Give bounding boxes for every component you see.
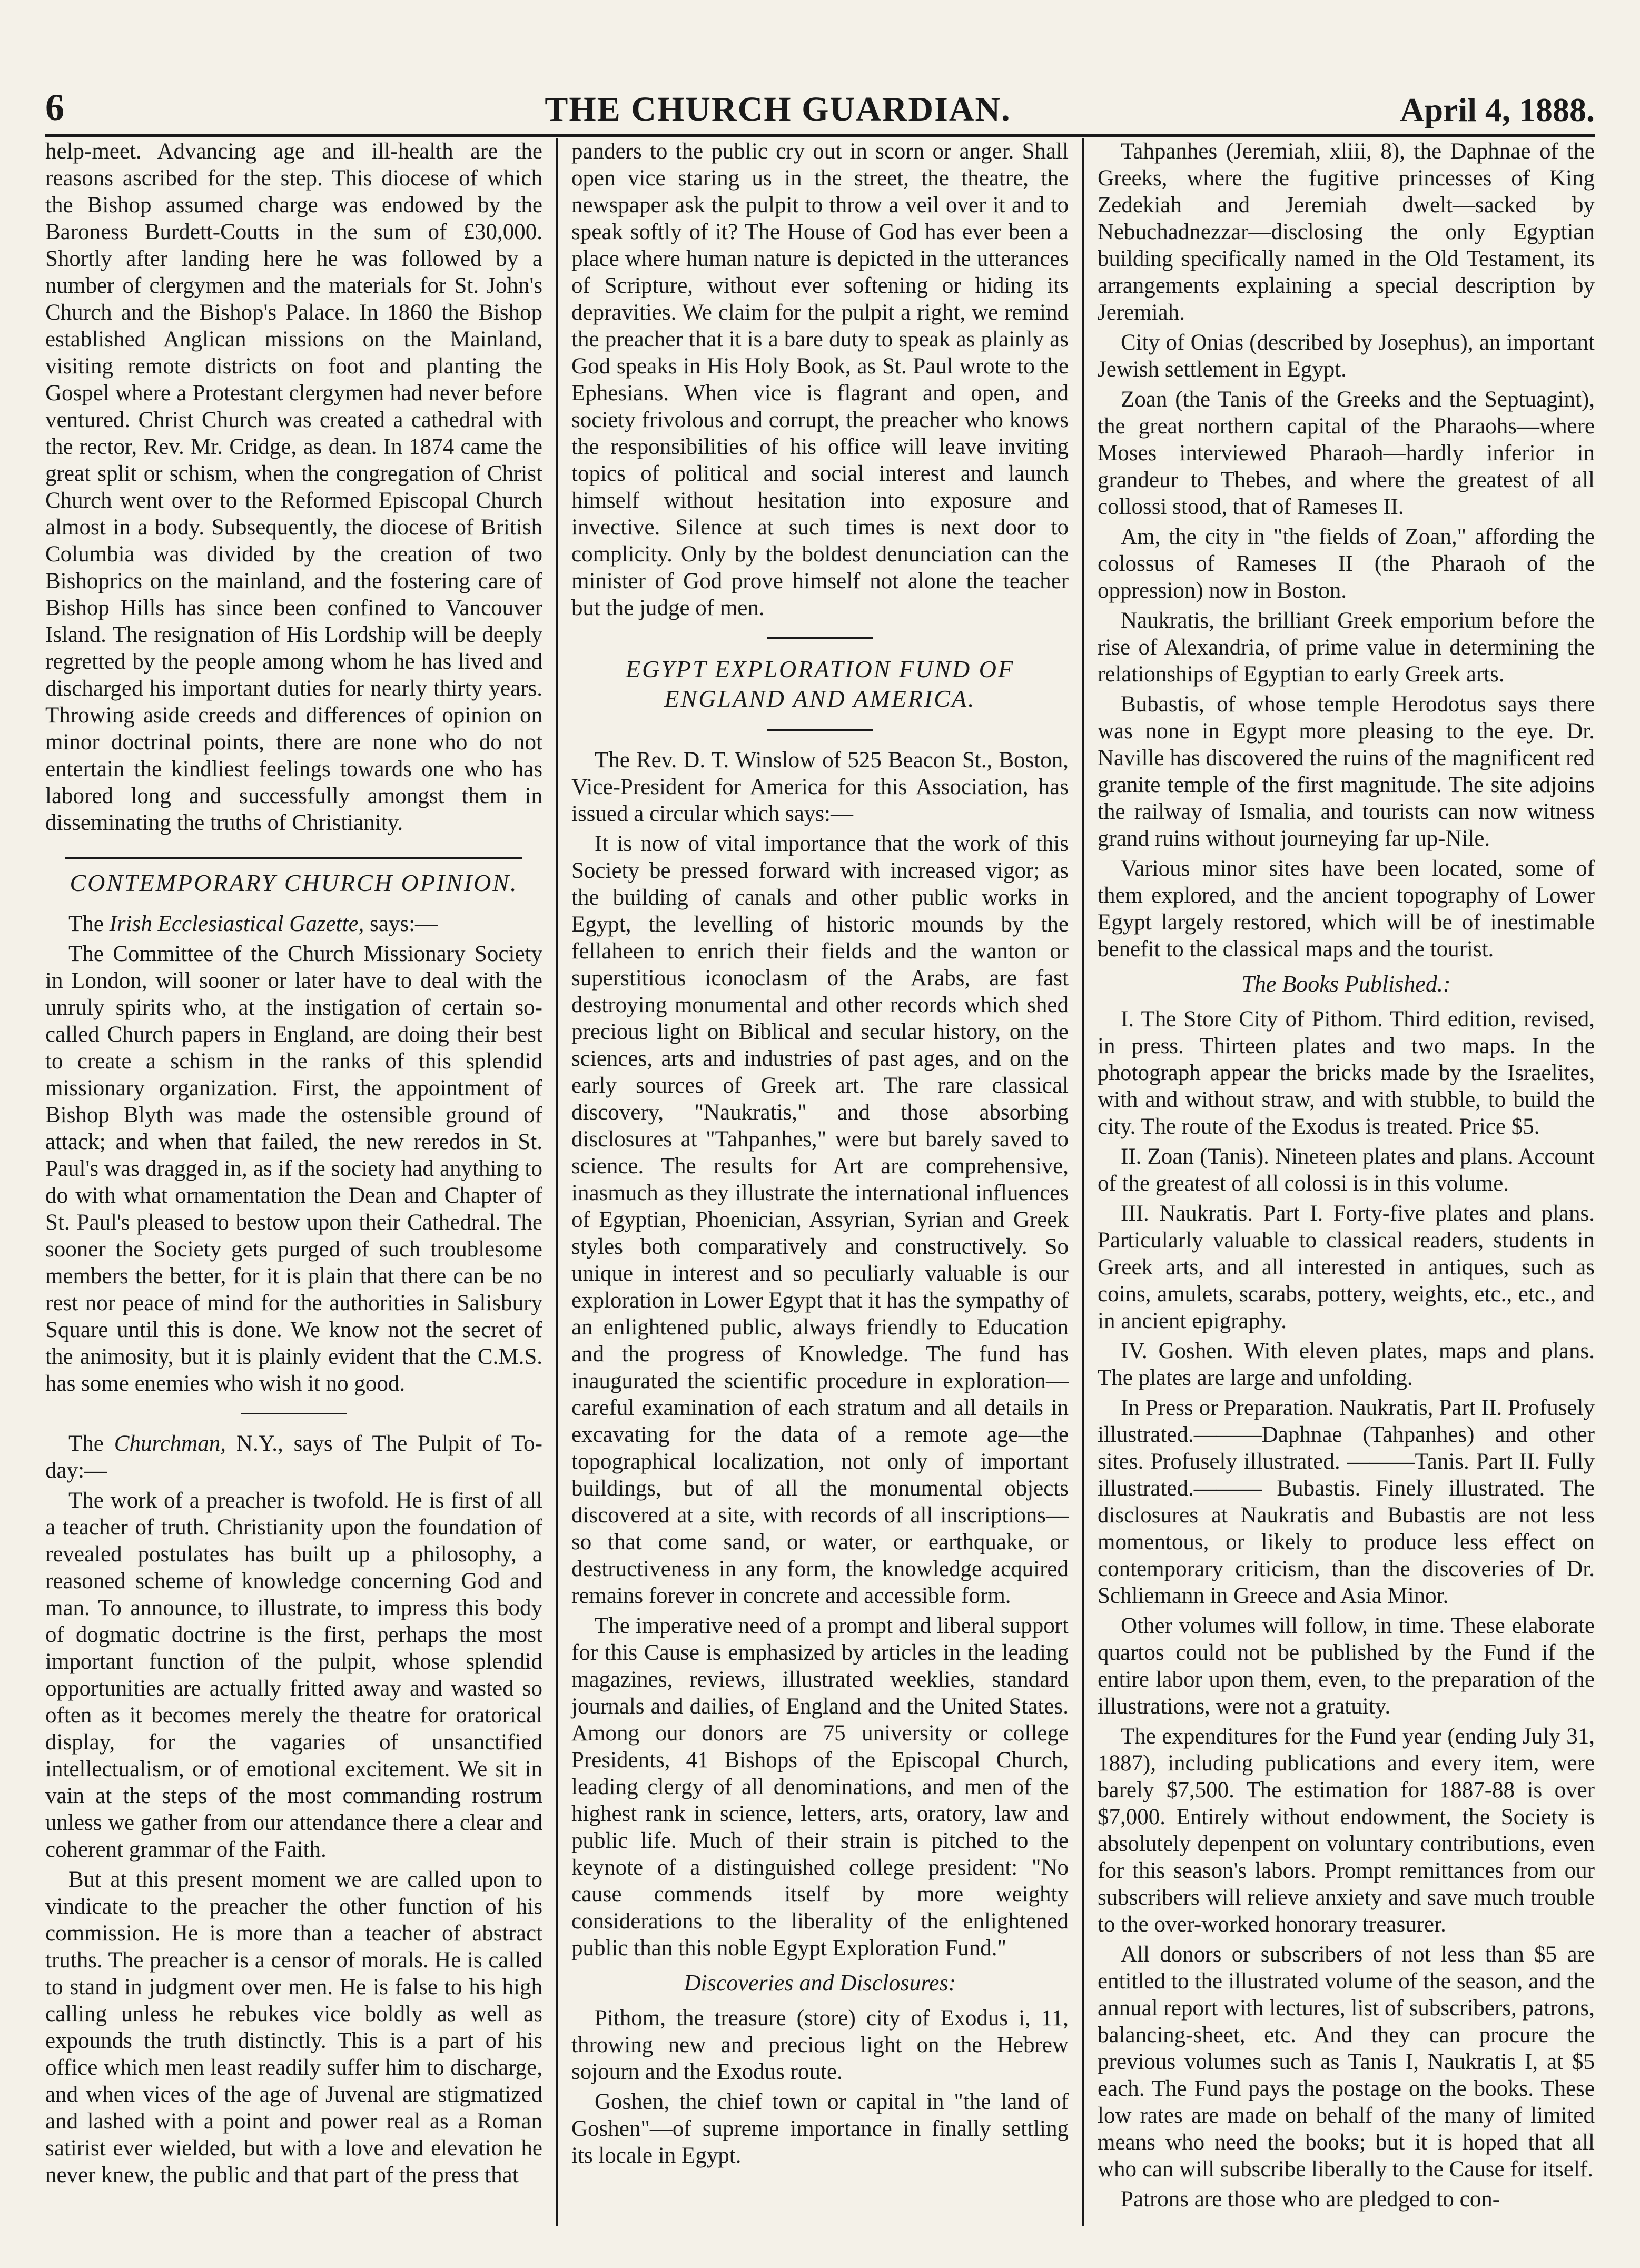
paragraph: But at this present moment we are called upon to vindicate to the preacher the other function of his commission. He is more than a teacher of abstract truths. The preacher is a censor of morals. He is called to stand in judgment over men. He is false to his high calling unless he rebukes vice boldly as well as expounds the truth distinctly. This is a part of his office which men least readily suffer him to discharge, and when vices of the age of Juvenal are stigmatized and lashed with a point and power real as a Roman satirist ever wielded, but with a love and elevation he never knew, the public and that part of the press that bbox=[45, 1867, 542, 2187]
paragraph: Patrons are those who are pledged to con- bbox=[1121, 2187, 1500, 2212]
issue-date: April 4, 1888. bbox=[1400, 91, 1595, 128]
paragraph: The Committee of the Church Missionary Society in London, will sooner or later have to deal with the unruly spirits who, at the instigation of certain so-called Church papers in England, are doing their best to create a schism in the ranks of this splendid missionary organization. First, the appointment of Bishop Blyth was made the ostensible ground of attack; and when that failed, the new reredos in St. Paul's was dragged in, as if the society had anything to do with what ornamentation the Dean and Chapter of St. Paul's pleased to bestow upon their Cathedral. The sooner the Society gets purged of such troublesome members the better, for it is plain that there can be no rest nor peace of mind for the authorities in Salisbury Square until this is done. We know not the secret of the animosity, but it is plainly evident that the C.M.S. has some enemies who wish it no good. bbox=[45, 942, 542, 1396]
divider bbox=[241, 1413, 347, 1414]
source-intro: The Irish Ecclesiastical Gazette, says:— bbox=[68, 912, 438, 936]
paragraph: Pithom, the treasure (store) city of Exodus i, 11, throwing new and precious light on the Hebrew sojourn and the Exodus route. bbox=[571, 2006, 1069, 2084]
paragraph: The imperative need of a prompt and liberal support for this Cause is emphasized by articles in the leading magazines, reviews, illustrated weeklies, standard journals and dailies, of England and the United States. Among our donors are 75 university or college Presidents, 41 Bishops of the Episcopal Church, leading clergy of all denominations, and men of the highest rank in science, letters, arts, oratory, law and public life. Much of their strain is pitched to the keynote of a distinguished college president: "No cause commends itself by more weighty considerations to the liberality of the enlightened public than this noble Egypt Exploration Fund." bbox=[571, 1613, 1069, 1960]
section-divider bbox=[65, 857, 522, 859]
article-columns bbox=[45, 138, 1595, 2226]
paragraph: panders to the public cry out in scorn or anger. Shall open vice staring us in the street, the theatre, the newspaper ask the pulpit to throw a veil over it and to speak softly of it? The House of God has ever been a place where human nature is depicted in the utterances of Scripture, without ever softening or hiding its depravities. We claim for the pulpit a right, we remind the preacher that it is a bare duty to speak as plainly as God speaks in His Holy Book, as St. Paul wrote to the Ephesians. When vice is flagrant and open, and society frivolous and corrupt, the preacher who knows the responsibilities of his office will leave inviting topics of political and social interest and launch himself without hesitation into exposure and invective. Silence at such times is next door to complicity. Only by the boldest denunciation can the minister of God prove himself not alone the teacher but the judge of men. bbox=[571, 139, 1069, 620]
paragraph: IV. Goshen. With eleven plates, maps and plans. The plates are large and unfolding. bbox=[1098, 1339, 1595, 1390]
subheading: The Books Published.: bbox=[1241, 971, 1451, 997]
paragraph: In Press or Preparation. Naukratis, Part II. Profusely illustrated.———Daphnae (Tahpanhes) and other sites. Profusely illustrated. ———Tanis. Part II. Fully illustrated.——— Bubastis. Finely illustrated. The disclosures at Naukratis and Bubastis are not less momentous, or likely to produce less effect on contemporary criticism, than the discoveries of Dr. Schliemann in Greece and Asia Minor. bbox=[1098, 1395, 1595, 1608]
paragraph: II. Zoan (Tanis). Nineteen plates and plans. Account of the greatest of all colossi is in this volume. bbox=[1098, 1144, 1595, 1196]
section-heading: EGYPT EXPLORATION FUND OF ENGLAND AND AMERICA. bbox=[625, 656, 1015, 712]
paragraph: Various minor sites have been located, some of them explored, and the ancient topography of Lower Egypt largely restored, which will be of inestimable benefit to the classical maps and the tourist. bbox=[1098, 856, 1595, 962]
page-number: 6 bbox=[45, 86, 64, 128]
source-intro: The Churchman, N.Y., says of The Pulpit of To-day:— bbox=[45, 1431, 542, 1483]
paragraph: Am, the city in "the fields of Zoan," affording the colossus of Rameses II (the Pharaoh of the oppression) now in Boston. bbox=[1098, 524, 1595, 603]
paragraph: City of Onias (described by Josephus), an important Jewish settlement in Egypt. bbox=[1098, 330, 1595, 382]
paper-title: THE CHURCH GUARDIAN. bbox=[545, 90, 1011, 128]
paragraph: help-meet. Advancing age and ill-health are the reasons ascribed for the step. This diocese of which the Bishop assumed charge was endowed by the Baroness Burdett-Coutts in the sum of £30,000. Shortly after landing here he was followed by a number of clergymen and the materials for St. John's Church and the Bishop's Palace. In 1860 the Bishop established Anglican missions on the Mainland, visiting remote districts on foot and planting the Gospel where a Protestant clergymen had never before ventured. Christ Church was created a cathedral with the rector, Rev. Mr. Cridge, as dean. In 1874 came the great split or schism, when the congregation of Christ Church went over to the Reformed Episcopal Church almost in a body. Subsequently, the diocese of British Columbia was divided by the creation of two Bishoprics on the mainland, and the fostering care of Bishop Hills has since been confined to Vancouver Island. The resignation of His Lordship will be deeply regretted by the people among whom he has lived and discharged his important duties for nearly thirty years. Throwing aside creeds and differences of opinion on minor doctrinal points, there are none who do not entertain the kindliest feelings towards one who has labored long and successfully amongst them in disseminating the truths of Christianity. bbox=[45, 139, 542, 835]
column-1 bbox=[45, 138, 556, 2226]
subheading: Discoveries and Disclosures: bbox=[684, 1970, 956, 1996]
divider bbox=[767, 729, 873, 731]
masthead bbox=[45, 79, 1595, 137]
paragraph: All donors or subscribers of not less than $5 are entitled to the illustrated volume of the season, and the annual report with lectures, list of subscribers, patrons, balancing-sheet, etc. And they can procure the previous volumes such as Tanis I, Naukratis I, at $5 each. The Fund pays the postage on the books. These low rates are made on behalf of the many of limited means who need the books; but it is hoped that all who can will subscribe liberally to the Cause for itself. bbox=[1098, 1942, 1595, 2182]
column-3 bbox=[1082, 138, 1595, 2226]
paragraph: Bubastis, of whose temple Herodotus says there was none in Egypt more pleasing to the eye. Dr. Naville has discovered the ruins of the magnificent red granite temple of the first magnitude. The site adjoins the railway of Ismalia, and tourists can now witness grand ruins without journeying far up-Nile. bbox=[1098, 692, 1595, 851]
paragraph: Tahpanhes (Jeremiah, xliii, 8), the Daphnae of the Greeks, where the fugitive princesses of King Zedekiah and Jeremiah dwelt—sacked by Nebuchadnezzar—disclosing the only Egyptian building specifically named in the Old Testament, its arrangements explaining a special description by Jeremiah. bbox=[1098, 139, 1595, 325]
paragraph: Other volumes will follow, in time. These elaborate quartos could not be published by the Fund if the entire labor upon them, even, to the preparation of the illustrations, were not a gratuity. bbox=[1098, 1613, 1595, 1719]
paragraph: The Rev. D. T. Winslow of 525 Beacon St., Boston, Vice-President for America for this Association, has issued a circular which says:— bbox=[571, 748, 1069, 826]
paragraph: It is now of vital importance that the work of this Society be pressed forward with increased vigor; as the building of canals and other public works in Egypt, the levelling of historic mounds by the fellaheen to enrich their fields and the wanton or superstitious iconoclasm of the Arabs, are fast destroying monumental and other records which shed precious light on Biblical and secular history, on the sciences, arts and industries of past ages, and on the early sources of Greek art. The rare classical discovery, "Naukratis," and those absorbing disclosures at "Tahpanhes," were but barely saved to science. The results for Art are comprehensive, inasmuch as they illustrate the international influences of Egyptian, Phoenician, Assyrian, Syrian and Greek styles both comparatively and constructively. So unique in interest and so peculiarly valuable is our exploration in Lower Egypt that it has the sympathy of an enlightened public, always friendly to Education and the progress of Knowledge. The fund has inaugurated the scientific procedure in exploration—careful examination of each stratum and all details in excavating for the data of a remote age—the topographical localization, not only of important buildings, but of all the monumental objects discovered at a site, with records of all inscriptions—so that come sand, or water, or earthquake, or destructiveness in any form, the knowledge acquired remains forever in concrete and accessible form. bbox=[571, 831, 1069, 1608]
paragraph: III. Naukratis. Part I. Forty-five plates and plans. Particularly valuable to classical readers, students in Greek arts, and all interested in antiques, such as coins, amulets, scarabs, pottery, weights, etc., etc., and in ancient epigraphy. bbox=[1098, 1201, 1595, 1333]
paragraph: Goshen, the chief town or capital in "the land of Goshen"—of supreme importance in finally settling its locale in Egypt. bbox=[571, 2089, 1069, 2168]
paragraph: Naukratis, the brilliant Greek emporium before the rise of Alexandria, of prime value in determining the relationships of Egyptian to early Greek arts. bbox=[1098, 608, 1595, 687]
section-heading: CONTEMPORARY CHURCH OPINION. bbox=[70, 869, 518, 896]
column-2 bbox=[556, 138, 1082, 2226]
paragraph: Zoan (the Tanis of the Greeks and the Septuagint), the great northern capital of the Pharaohs—where Moses interviewed Pharaoh—hardly inferior in grandeur to Thebes, and where the greatest of all collossi stood, that of Rameses II. bbox=[1098, 387, 1595, 519]
divider bbox=[767, 637, 873, 639]
paragraph: I. The Store City of Pithom. Third edition, revised, in press. Thirteen plates and two maps. In the photograph appear the bricks made by the Israelites, with and without straw, and with stubble, to build the city. The route of the Exodus is treated. Price $5. bbox=[1098, 1007, 1595, 1139]
paragraph: The expenditures for the Fund year (ending July 31, 1887), including publications and every item, were barely $7,500. The estimation for 1887-88 is over $7,000. Entirely without endowment, the Society is absolutely depenpent on voluntary contributions, even for this season's labors. Prompt remittances from our subscribers will relieve anxiety and save much trouble to the over-worked honorary treasurer. bbox=[1098, 1724, 1595, 1937]
paragraph: The work of a preacher is twofold. He is first of all a teacher of truth. Christianity upon the foundation of revealed postulates has built up a philosophy, a reasoned scheme of knowledge concerning God and man. To announce, to illustrate, to impress this body of dogmatic doctrine is the first, perhaps the most important function of the pulpit, whose splendid opportunities are actually fritted away and wasted so often as it becomes merely the theatre for oratorical display, for the vagaries of unsanctified intellectualism, or of emotional excitement. We sit in vain at the steps of the most commanding rostrum unless we gather from our attendance there a clear and coherent grammar of the Faith. bbox=[45, 1488, 542, 1862]
